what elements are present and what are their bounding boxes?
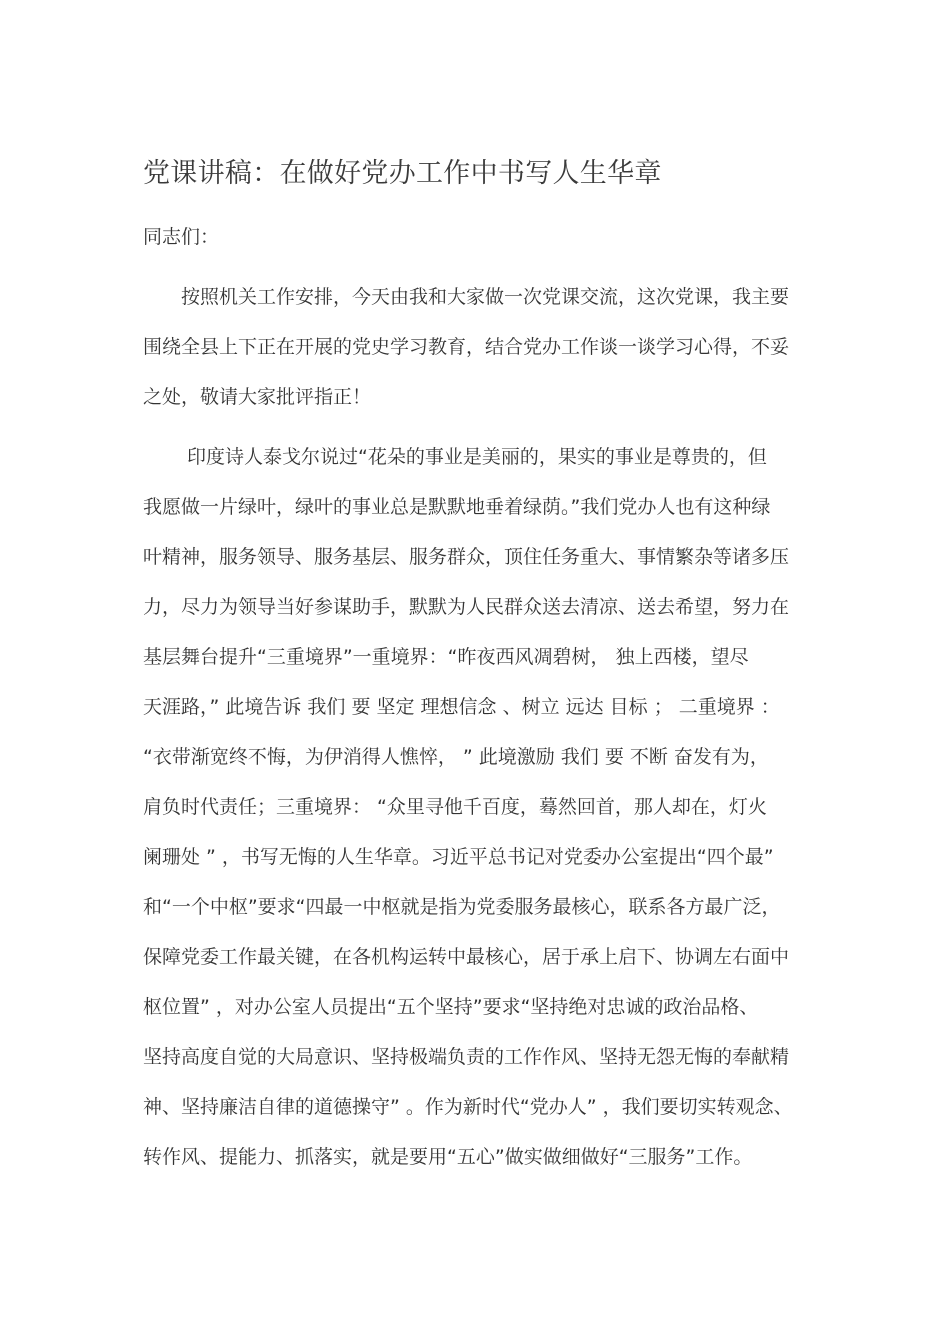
paragraph-line: 坚持高度自觉的大局意识、坚持极端负责的工作作风、坚持无怨无悔的奉献精: [143, 1046, 790, 1068]
salutation: 同志们：: [143, 226, 220, 248]
paragraph-line: 基层舞台提升“三重境界”一重境界：“昨夜西风凋碧树， 独上西楼，望尽: [143, 646, 749, 668]
paragraph-line: 转作风、提能力、抓落实，就是要用“五心”做实做细做好“三服务”工作。: [143, 1146, 753, 1168]
paragraph-line: 天涯路，” 此境告诉 我们 要 坚定 理想信念 、树立 远达 目标 ； 二重境界 ：: [143, 696, 780, 718]
document-title: 党课讲稿：在做好党办工作中书写人生华章: [143, 158, 662, 189]
paragraph-line: 叶精神，服务领导、服务基层、服务群众，顶住任务重大、事情繁杂等诸多压: [143, 546, 790, 568]
paragraph-line: “衣带渐宽终不悔，为伊消得人憔悴， ” 此境激励 我们 要 不断 奋发有为，: [143, 746, 769, 768]
paragraph-line: 力，尽力为领导当好参谋助手，默默为人民群众送去清凉、送去希望，努力在: [143, 596, 790, 618]
paragraph-line: 肩负时代责任；三重境界： “众里寻他千百度，蓦然回首，那人却在，灯火: [143, 796, 767, 818]
paragraph-line: 按照机关工作安排，今天由我和大家做一次党课交流，这次党课，我主要: [143, 286, 790, 308]
paragraph-line: 保障党委工作最关键，在各机构运转中最核心，居于承上启下、协调左右面中: [143, 946, 790, 968]
paragraph-line: 神、坚持廉洁自律的道德操守” 。作为新时代“党办人” ，我们要切实转观念、: [143, 1096, 793, 1118]
paragraph-line: 阑珊处 ” ，书写无悔的人生华章。习近平总书记对党委办公室提出“四个最”: [143, 846, 774, 868]
paragraph-line: 和“一个中枢”要求“四最一中枢就是指为党委服务最核心，联系各方最广泛，: [143, 896, 781, 918]
paragraph-line: 围绕全县上下正在开展的党史学习教育，结合党办工作谈一谈学习心得，不妥: [143, 336, 790, 358]
paragraph-line: 枢位置” ，对办公室人员提出“五个坚持”要求“坚持绝对忠诚的政治品格、: [143, 996, 759, 1018]
paragraph-line: 之处，敬请大家批评指正！: [143, 386, 372, 408]
paragraph-line: 印度诗人泰戈尔说过“花朵的事业是美丽的，果实的事业是尊贵的，但: [143, 446, 767, 468]
paragraph-intro: [143, 282, 813, 432]
paragraph-line: 我愿做一片绿叶，绿叶的事业总是默默地垂着绿荫。”我们党办人也有这种绿: [143, 496, 771, 518]
paragraph-main: [143, 442, 813, 1192]
